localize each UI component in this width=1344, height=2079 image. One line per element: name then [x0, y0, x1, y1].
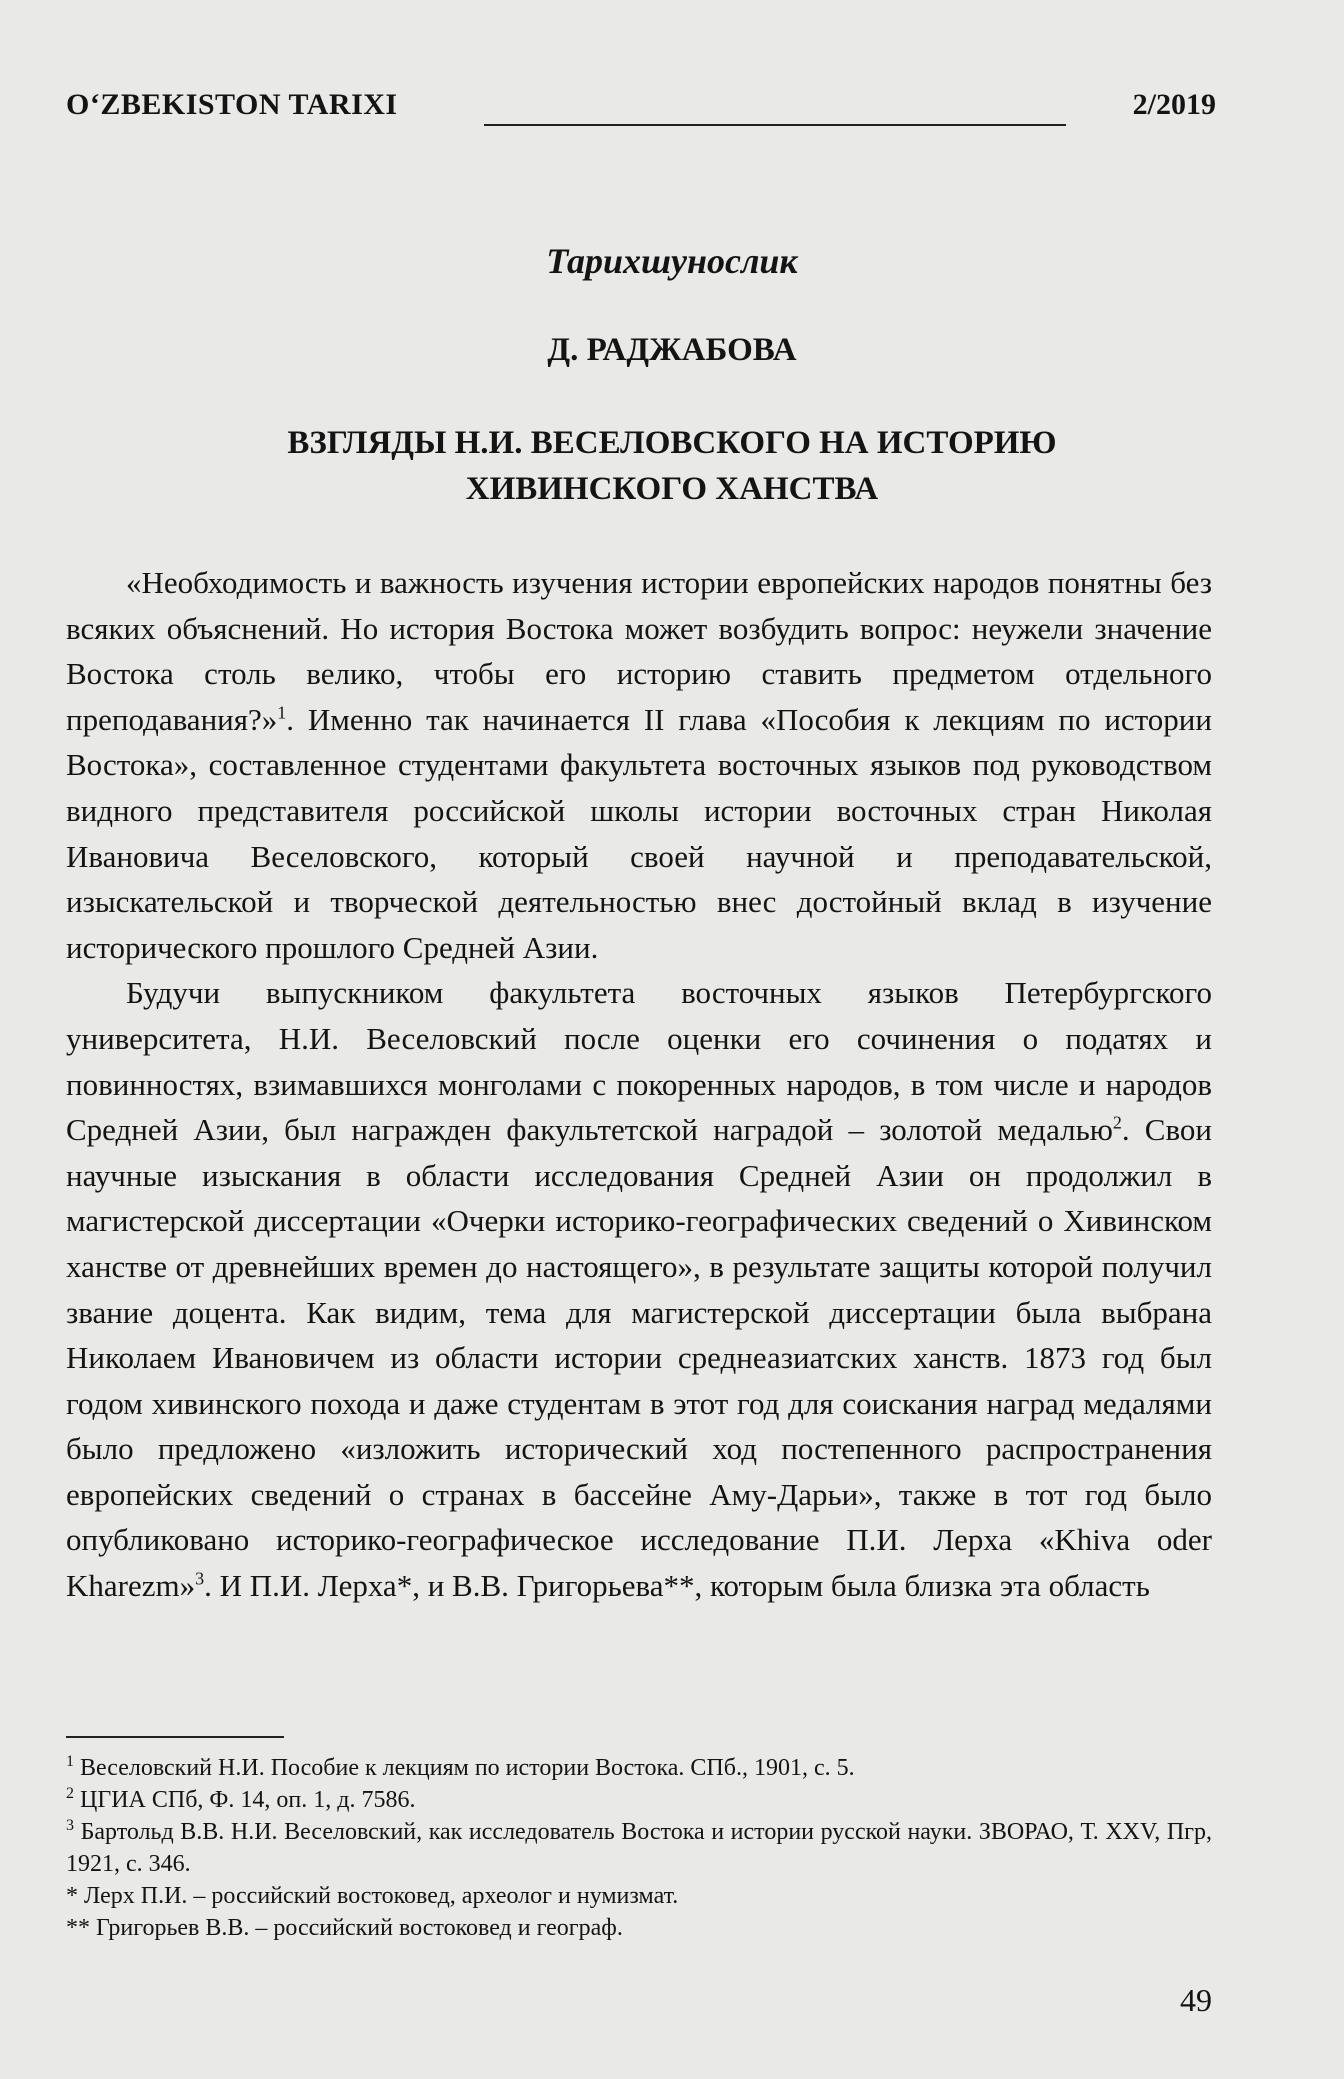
- journal-title: O‘ZBEKISTON TARIXI: [66, 88, 398, 121]
- paragraph-1-part-a: «Необходимость и важность изучения истории европейских народов понятны без всяких объяснений. Но история Востока может возбудить вопрос: неужели значение Востока столь велико, чтобы его историю ставить предметом отдельного преподавания?»: [66, 565, 1212, 737]
- footnote-text: Бартольд В.В. Н.И. Веселовский, как исследователь Востока и истории русской науки. ЗВОРАО, Т. XXV, Пгр, 1921, с. 346.: [66, 1819, 1213, 1877]
- page-number: 49: [1180, 1982, 1212, 2018]
- footnote-2: [66, 1784, 1212, 1816]
- footnote-1: [66, 1752, 1212, 1784]
- footnote-5: [66, 1912, 1212, 1944]
- footnote-3: [66, 1816, 1212, 1880]
- article-title: [160, 420, 1184, 512]
- header-rule: [484, 124, 1066, 126]
- paragraph-2-part-a: Будучи выпускником факультета восточных языков Петербургского университета, Н.И. Веселовский после оценки его сочинения о податях и повинностях, взимавшихся монголами с покоренных народов, в том числе и народов Средней Азии, был награжден факультетской наградой – золотой медалью: [66, 975, 1212, 1148]
- footnote-separator: [66, 1736, 284, 1738]
- footnote-text: Веселовский Н.И. Пособие к лекциям по истории Востока. СПб., 1901, с. 5.: [80, 1755, 855, 1781]
- issue-number: 2/2019: [1132, 88, 1216, 121]
- paragraph-1-part-b: . Именно так начинается II глава «Пособия к лекциям по истории Востока», составленное студентами факультета восточных языков под руководством видного представителя российской школы истории восточных стран Николая Ивановича Веселовского, который своей научной и преподавательской, изыскательской и творческой деятельностью внес достойный вклад в изучение исторического прошлого Средней Азии.: [66, 701, 1212, 965]
- paragraph-2-part-b: . Свои научные изыскания в области исследования Средней Азии он продолжил в магистерской диссертации «Очерки историко-географических сведений о Хивинском ханстве от древнейших времен до настоящего», в результате защиты которой получил звание доцента. Как видим, тема для магистерской диссертации была выбрана Николаем Ивановичем из области истории среднеазиатских ханств. 1873 год был годом хивинского похода и даже студентам в этот год для соискания наград медалями было предложено «изложить исторический ход постепенного распространения европейских сведений о странах в бассейне Аму-Дарьи», также в тот год было опубликовано историко-географическое исследование П.И. Лерха «Khiva oder Kharezm»: [66, 1112, 1212, 1604]
- footnote-mark: *: [66, 1883, 78, 1909]
- article-title-line-2: ХИВИНСКОГО ХАНСТВА: [465, 471, 879, 507]
- footnote-mark: 3: [66, 1817, 74, 1834]
- footnote-mark: **: [66, 1915, 90, 1941]
- footnote-ref-2: 2: [1112, 1112, 1122, 1133]
- footnote-mark: 2: [66, 1785, 74, 1802]
- footnote-mark: 1: [66, 1753, 74, 1770]
- footnote-4: [66, 1880, 1212, 1912]
- paragraph-2-part-c: . И П.И. Лерха*, и В.В. Григорьева**, которым была близка эта область: [204, 1568, 1150, 1604]
- paragraph-2: [66, 970, 1212, 1608]
- paragraph-1: [66, 560, 1212, 970]
- footnote-text: ЦГИА СПб, Ф. 14, оп. 1, д. 7586.: [80, 1787, 416, 1813]
- article-title-line-1: ВЗГЛЯДЫ Н.И. ВЕСЕЛОВСКОГО НА ИСТОРИЮ: [287, 425, 1057, 461]
- footnote-ref-1: 1: [277, 702, 287, 723]
- article-body: [66, 560, 1212, 1609]
- footnote-text: Лерх П.И. – российский востоковед, археолог и нумизмат.: [84, 1883, 679, 1909]
- footnote-ref-3: 3: [195, 1568, 205, 1589]
- footnote-text: Григорьев В.В. – российский востоковед и географ.: [96, 1915, 623, 1941]
- running-header: [66, 88, 1216, 134]
- footnotes: [66, 1752, 1212, 1944]
- article-author: Д. РАДЖАБОВА: [547, 332, 797, 368]
- section-rubric: Тарихшунослик: [546, 241, 798, 281]
